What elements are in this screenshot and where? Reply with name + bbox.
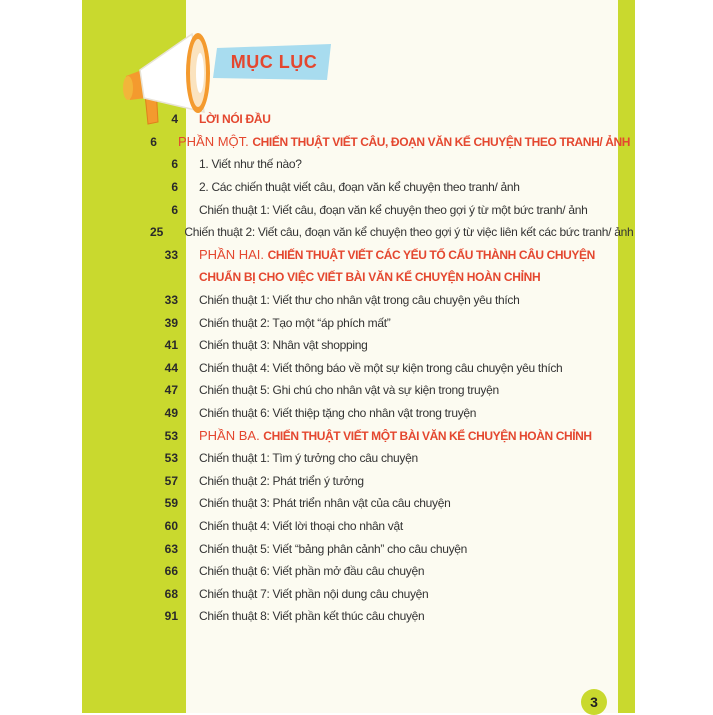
toc-page-number: 47: [164, 383, 178, 398]
toc-entry-title: Chiến thuật 1: Viết câu, đoạn văn kể chuyện theo gợi ý từ một bức tranh/ ảnh: [199, 202, 588, 217]
toc-page-number: 60: [164, 518, 178, 533]
toc-heading: CHUẨN BỊ CHO VIỆC VIẾT BÀI VĂN KỂ CHUYỆN HOÀN CHỈNH: [199, 270, 541, 285]
toc-entry: [150, 131, 630, 154]
toc-page-number: 6: [171, 180, 178, 195]
toc-entry: [150, 402, 630, 425]
toc-entry-title: Chiến thuật 6: Viết phần mở đầu câu chuyện: [199, 564, 425, 579]
toc-entry-title: Chiến thuật 1: Tìm ý tưởng cho câu chuyện: [199, 451, 418, 466]
toc-section-heading: [178, 134, 630, 149]
toc-entry: [150, 492, 630, 515]
toc-section-heading: [199, 247, 595, 262]
toc-entry-title: Chiến thuật 1: Viết thư cho nhân vật trong câu chuyện yêu thích: [199, 293, 520, 308]
toc-section-prefix: PHẦN HAI.: [199, 247, 268, 263]
toc-entry: [150, 221, 634, 244]
toc-entry: [150, 244, 630, 267]
toc-page-number: 25: [150, 225, 164, 240]
toc-entry-title: Chiến thuật 4: Viết thông báo về một sự kiện trong câu chuyện yêu thích: [199, 360, 563, 375]
toc-page-number: 6: [150, 134, 157, 149]
toc-page-number: 33: [164, 293, 178, 308]
toc-entry: [150, 289, 630, 312]
toc-entry-title: Chiến thuật 4: Viết lời thoại cho nhân vật: [199, 518, 403, 533]
toc-page-number: 59: [164, 496, 178, 511]
toc-entry: [150, 515, 630, 538]
toc-title-label: [213, 42, 335, 82]
toc-entry-title: Chiến thuật 3: Nhân vật shopping: [199, 338, 368, 353]
toc-section-heading: [199, 428, 592, 443]
toc-entry: [150, 153, 630, 176]
toc-entry: [150, 108, 630, 131]
toc-entry: [150, 176, 630, 199]
toc-entry-title: 1. Viết như thế nào?: [199, 157, 302, 172]
toc-entry: [150, 311, 630, 334]
toc-page-number: 44: [164, 360, 178, 375]
toc-page-number: 68: [164, 586, 178, 601]
toc-entry-title: Chiến thuật 5: Ghi chú cho nhân vật và sự kiện trong truyện: [199, 383, 499, 398]
toc-page-number: 4: [171, 112, 178, 127]
toc-page-number: 66: [164, 564, 178, 579]
toc-entry: [150, 379, 630, 402]
toc-section-title: CHIẾN THUẬT VIẾT MỘT BÀI VĂN KỂ CHUYỆN HOÀN CHỈNH: [263, 429, 592, 444]
toc-entry-title: Chiến thuật 7: Viết phần nội dung câu chuyện: [199, 586, 429, 601]
toc-section-prefix: PHẦN MỘT.: [177, 134, 253, 150]
toc-entry: [150, 357, 630, 380]
toc-entry: [150, 334, 630, 357]
toc-entry: [150, 470, 630, 493]
toc-page-number: 63: [164, 541, 178, 556]
toc-entry: [150, 537, 630, 560]
toc-page-number: 49: [164, 406, 178, 421]
toc-entry-title: Chiến thuật 3: Phát triển nhân vật của câu chuyện: [199, 496, 451, 511]
toc-entry-title: Chiến thuật 5: Viết “bảng phân cảnh” cho câu chuyện: [199, 541, 468, 556]
toc-page-number: 6: [171, 202, 178, 217]
toc-section-title: CHIẾN THUẬT VIẾT CÁC YẾU TỐ CẤU THÀNH CÂU CHUYỆN: [267, 248, 595, 263]
toc-entry: [150, 605, 630, 628]
toc-page-number: 53: [164, 428, 178, 443]
toc-heading: LỜI NÓI ĐẦU: [199, 112, 271, 127]
toc-section-prefix: PHẦN BA.: [199, 428, 264, 444]
table-of-contents: [150, 108, 634, 628]
toc-entry-title: Chiến thuật 8: Viết phần kết thúc câu chuyện: [199, 609, 425, 624]
toc-page-number: 39: [164, 315, 178, 330]
toc-page-number: 53: [164, 451, 178, 466]
toc-page-number: 57: [164, 473, 178, 488]
toc-entry-title: Chiến thuật 2: Viết câu, đoạn văn kể chuyện theo gợi ý từ việc liên kết các bức tranh/ ảnh: [184, 225, 634, 240]
toc-entry: [150, 582, 630, 605]
toc-entry-title: Chiến thuật 6: Viết thiệp tặng cho nhân vật trong truyện: [199, 406, 477, 421]
toc-entry: [150, 560, 630, 583]
toc-entry: [150, 447, 630, 470]
toc-entry: [150, 266, 630, 289]
toc-entry-title: Chiến thuật 2: Tạo một “áp phích mất”: [199, 315, 391, 330]
toc-page-number: 91: [164, 609, 178, 624]
toc-page-number: 41: [164, 338, 178, 353]
toc-entry-title: Chiến thuật 2: Phát triển ý tưởng: [199, 473, 364, 488]
toc-section-title: CHIẾN THUẬT VIẾT CÂU, ĐOẠN VĂN KỂ CHUYỆN THEO TRANH/ ẢNH: [252, 135, 630, 150]
toc-entry: [150, 424, 630, 447]
toc-entry-title: 2. Các chiến thuật viết câu, đoạn văn kể chuyện theo tranh/ ảnh: [199, 180, 520, 195]
toc-title: MỤC LỤC: [230, 51, 318, 72]
toc-entry: [150, 198, 630, 221]
toc-page-number: 33: [164, 247, 178, 262]
toc-page-number: 6: [171, 157, 178, 172]
page-number: 3: [581, 689, 607, 715]
